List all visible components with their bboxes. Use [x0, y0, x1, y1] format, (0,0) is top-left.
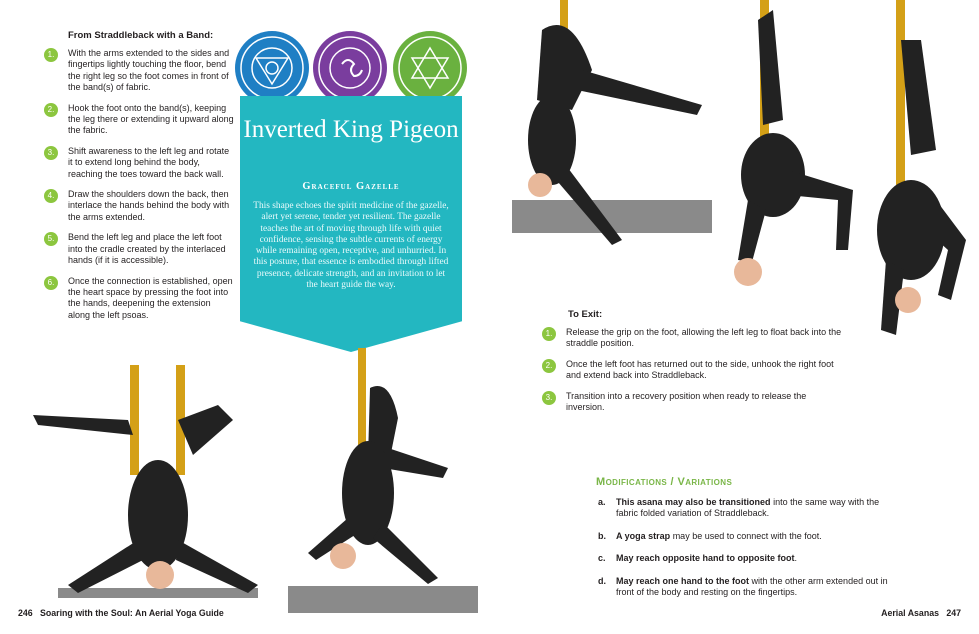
list-item — [44, 146, 234, 180]
step-number: 1. — [44, 48, 58, 62]
modifications-heading: Modifications / Variations — [596, 476, 733, 488]
step-text: Bend the left leg and place the left foot into the cradle created by the interlaced hands (if it is accessible). — [68, 232, 226, 266]
pose-title: Inverted King Pigeon — [243, 116, 459, 143]
modification-bold: May reach one hand to the foot — [616, 575, 750, 586]
modification-letter: a. — [598, 497, 606, 507]
step-number: 1. — [542, 327, 556, 341]
modification-bold: A yoga strap — [616, 530, 671, 541]
modifications-list — [598, 497, 898, 609]
list-item — [598, 497, 898, 520]
list-item — [44, 276, 234, 322]
right-page-footer: Aerial Asanas 247 — [881, 608, 961, 618]
modification-letter: b. — [598, 530, 606, 541]
third-eye-chakra-icon — [312, 30, 388, 106]
section-heading-straddleback: From Straddleback with a Band: — [68, 30, 214, 41]
step-number: 6. — [44, 276, 58, 290]
step-text: Draw the shoulders down the back, then interlace the hands behind the body with the arms extended. — [68, 189, 230, 222]
step-number: 5. — [44, 232, 58, 246]
exit-steps-list — [542, 327, 842, 422]
left-page-footer: 246 Soaring with the Soul: An Aerial Yoga Guide — [18, 608, 224, 618]
step-text: Transition into a recovery position when ready to release the inversion. — [566, 390, 807, 413]
list-item — [598, 576, 898, 599]
exit-heading: To Exit: — [568, 309, 603, 320]
throat-chakra-icon — [234, 30, 310, 106]
pose-photo-inverted-king-pigeon-side — [288, 348, 478, 613]
step-text: Release the grip on the foot, allowing the left leg to float back into the straddle position. — [566, 327, 842, 349]
step-number: 3. — [542, 391, 556, 405]
step-number: 3. — [44, 146, 58, 160]
list-item — [542, 327, 842, 350]
step-number: 2. — [44, 103, 58, 117]
pose-photo-inverted-straddle — [18, 365, 288, 608]
list-item — [44, 103, 234, 137]
step-text: With the arms extended to the sides and fingertips lightly touching the floor, bend the right leg so the foot comes in front of the band(s) of fabric. — [68, 48, 230, 93]
list-item — [44, 232, 234, 266]
modification-text: may be used to connect with the foot. — [670, 530, 822, 541]
list-item — [542, 391, 842, 414]
list-item — [542, 359, 842, 382]
pose-photo-inverted-foot-grab — [718, 0, 858, 300]
modification-text: . — [794, 553, 798, 564]
heart-chakra-icon — [392, 30, 468, 106]
modification-bold: May reach opposite hand to opposite foot — [616, 553, 795, 564]
pose-subtitle: Graceful Gazelle — [302, 181, 400, 192]
steps-list — [44, 48, 234, 330]
modification-text: into the same way with the fabric folded variation of Straddleback. — [616, 497, 880, 519]
step-text: Hook the foot onto the band(s), keeping the leg there or extending it upward along the fabric. — [68, 102, 234, 136]
pose-photo-inverted-king-pigeon-full — [856, 0, 971, 355]
list-item — [598, 531, 898, 542]
modification-letter: d. — [598, 575, 606, 586]
step-number: 2. — [542, 359, 556, 373]
step-text: Shift awareness to the left leg and rotate it to extend long behind the body, reaching the toes toward the back wall. — [68, 145, 230, 179]
list-item — [44, 189, 234, 223]
modification-bold: This asana may also be transitioned — [616, 497, 771, 507]
list-item — [598, 553, 898, 564]
pose-photo-backbend-reach — [512, 0, 722, 245]
modification-letter: c. — [598, 553, 606, 564]
step-number: 4. — [44, 189, 58, 203]
step-text: Once the connection is established, open the heart space by pressing the foot into the hands, deepening the extension along the left psoas. — [68, 275, 233, 320]
list-item — [44, 48, 234, 94]
step-text: Once the left foot has returned out to the side, unhook the right foot and extend back into Straddleback. — [566, 358, 834, 381]
pose-description: This shape echoes the spirit medicine of the gazelle, alert yet serene, tender yet resilient. The gazelle teaches the art of moving through life with quiet confidence, sensing the subtle currents of energy while remaining open, receptive, and unhurried. In this posture, that essence is embodied through lifted presence, delicate strength, and an invitation to let the heart guide the way. — [253, 201, 449, 291]
modification-text: with the other arm extended out in front of the body and resting on the fingertips. — [616, 575, 888, 598]
